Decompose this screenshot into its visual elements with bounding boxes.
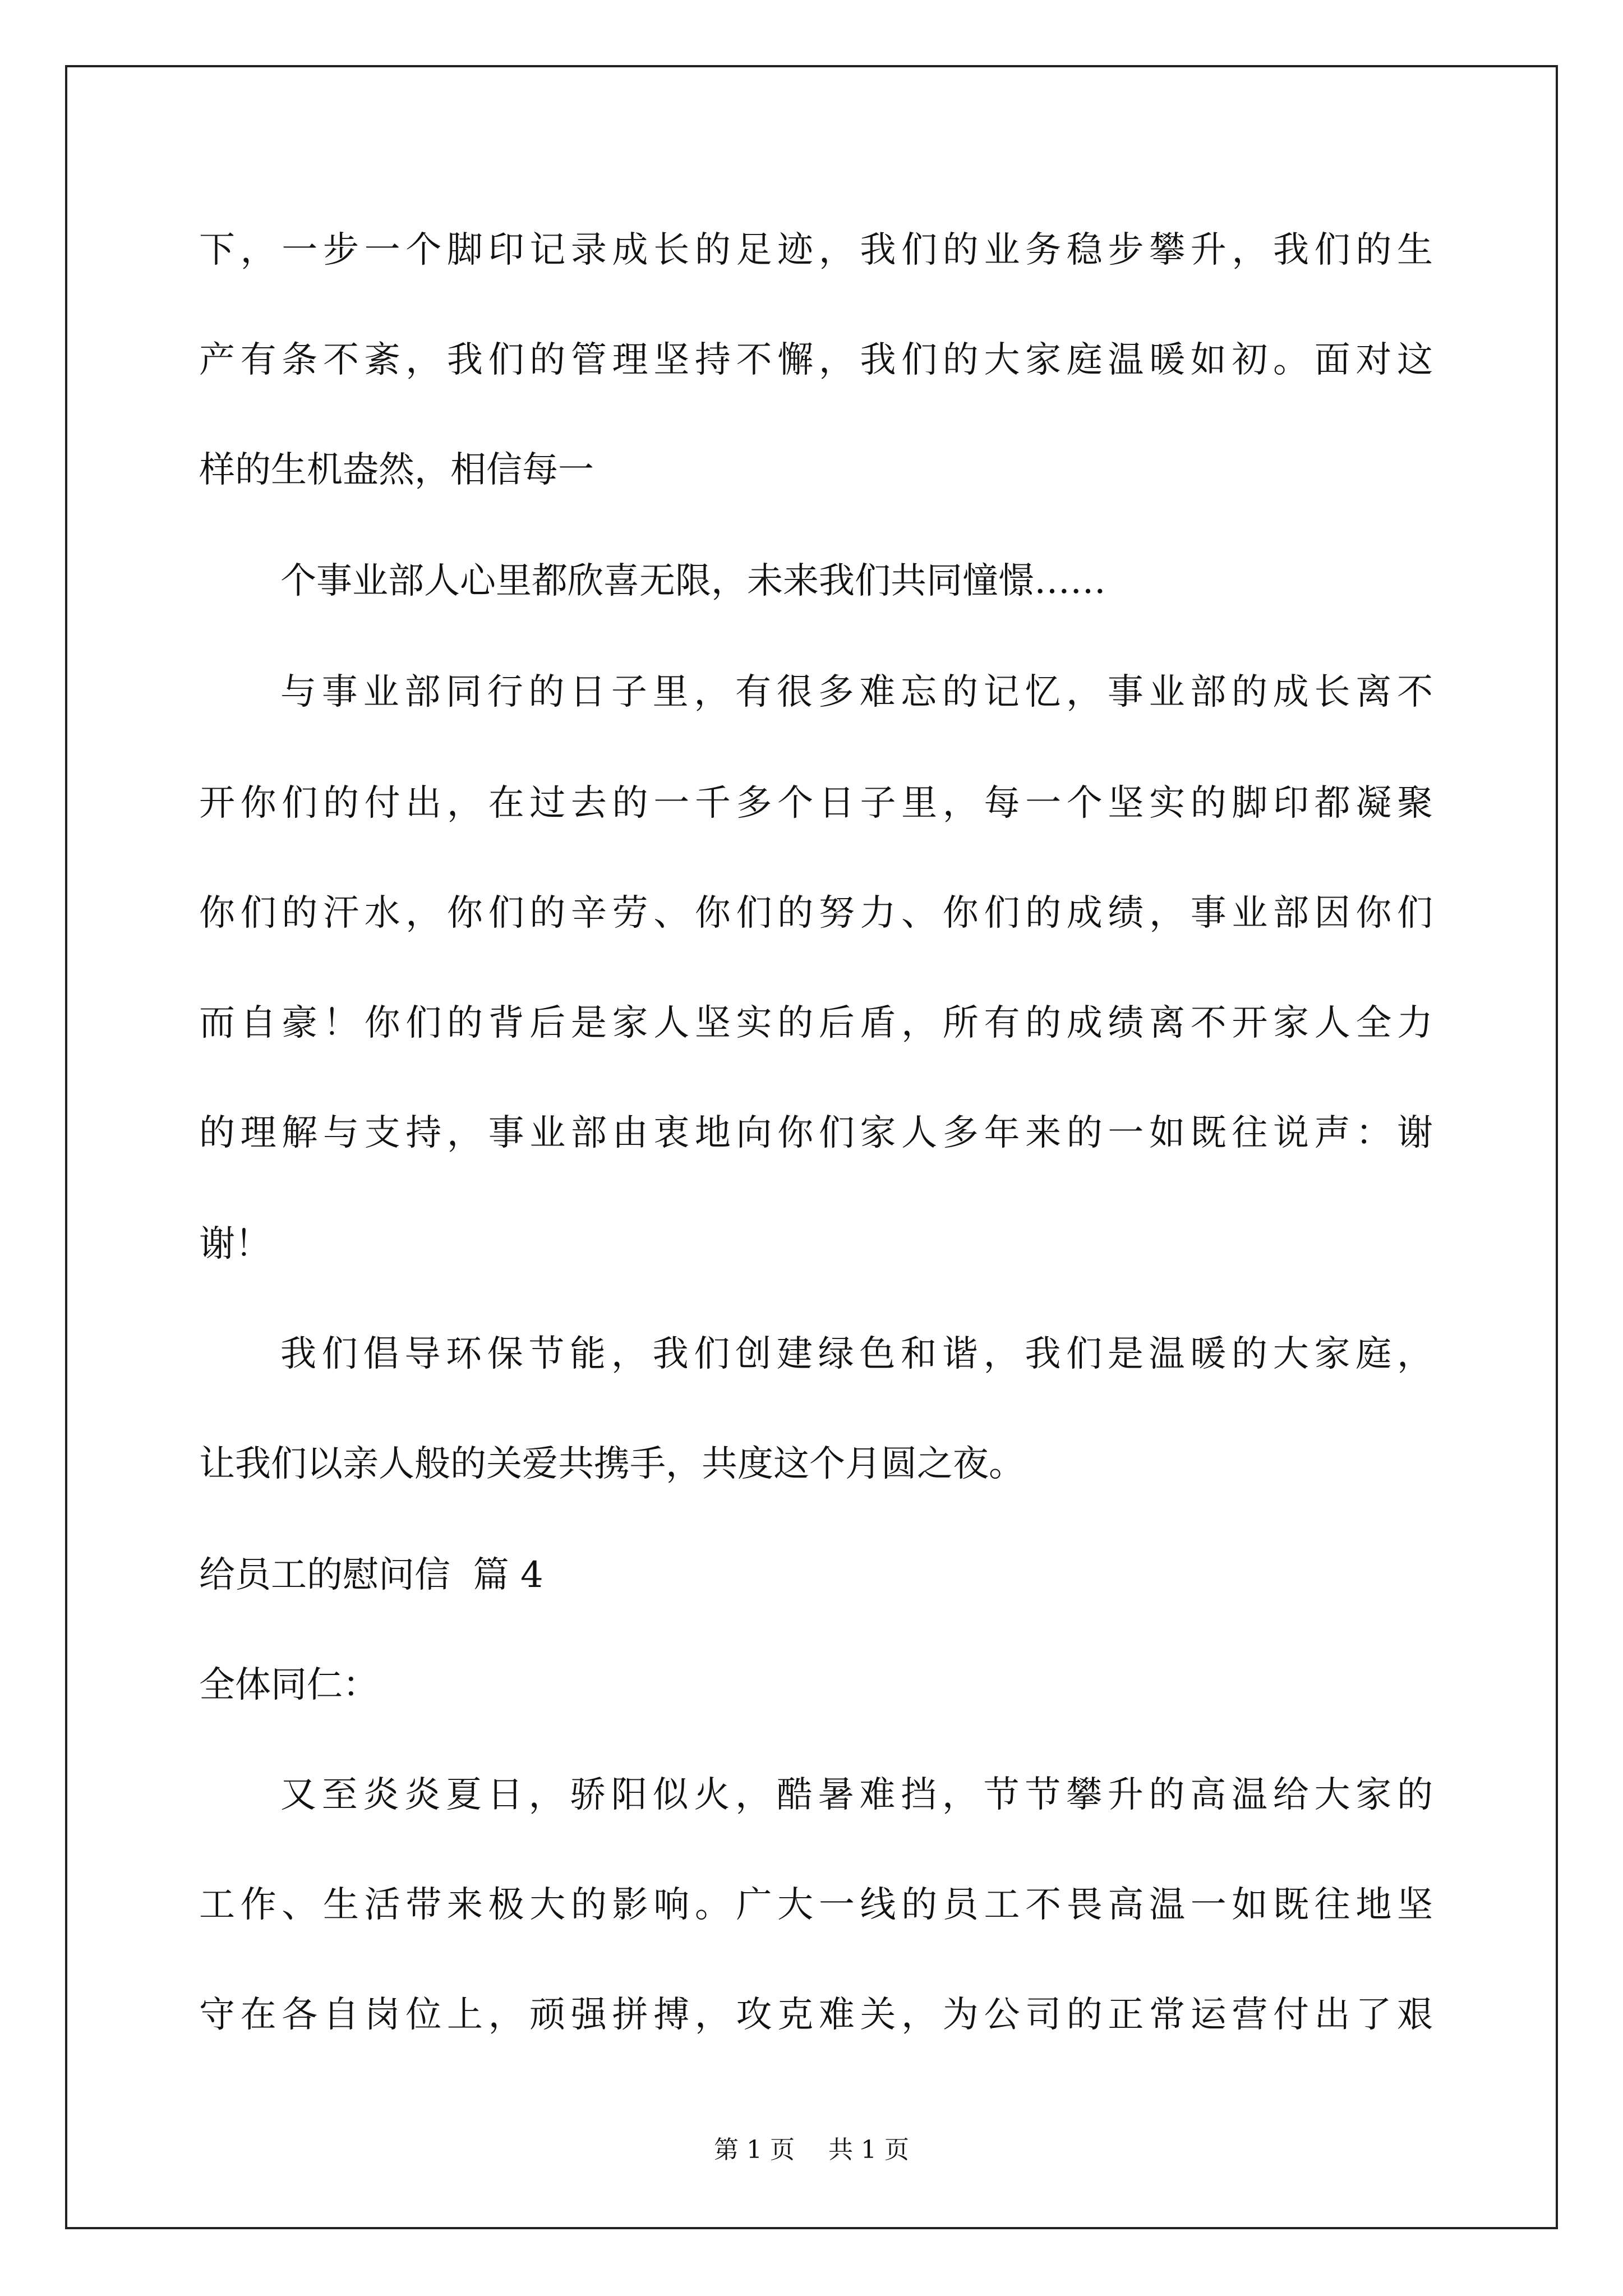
- body-line-17: 守在各自岗位上，顽强拼搏，攻克难关，为公司的正常运营付出了艰: [199, 1994, 1433, 2036]
- body-line-7: 你们的汗水，你们的辛劳、你们的努力、你们的成绩，事业部因你们: [199, 892, 1433, 934]
- body-line-4: 个事业部人心里都欣喜无限，未来我们共同憧憬……: [280, 560, 1106, 602]
- body-line-16: 工作、生活带来极大的影响。广大一线的员工不畏高温一如既往地坚: [199, 1884, 1433, 1926]
- body-line-6: 开你们的付出，在过去的一千多个日子里，每一个坚实的脚印都凝聚: [199, 783, 1433, 824]
- body-line-1: 下，一步一个脚印记录成长的足迹，我们的业务稳步攀升，我们的生: [199, 229, 1433, 271]
- page-number: 第 1 页: [714, 2136, 795, 2164]
- page-footer: [0, 2134, 1623, 2166]
- page-total: 共 1 页: [828, 2136, 909, 2164]
- section-heading: 给员工的慰问信 篇 4: [199, 1554, 543, 1596]
- body-line-2: 产有条不紊，我们的管理坚持不懈，我们的大家庭温暖如初。面对这: [199, 339, 1433, 381]
- body-line-3: 样的生机盎然，相信每一: [199, 449, 594, 491]
- salutation: 全体同仁：: [199, 1664, 379, 1706]
- body-line-11: 我们倡导环保节能，我们创建绿色和谐，我们是温暖的大家庭，: [280, 1333, 1433, 1375]
- body-line-5: 与事业部同行的日子里，有很多难忘的记忆，事业部的成长离不: [280, 671, 1433, 713]
- body-line-12: 让我们以亲人般的关爱共携手，共度这个月圆之夜。: [199, 1443, 1025, 1485]
- body-line-15: 又至炎炎夏日，骄阳似火，酷暑难挡，节节攀升的高温给大家的: [280, 1774, 1433, 1816]
- body-line-10: 谢！: [199, 1223, 271, 1265]
- body-line-8: 而自豪！你们的背后是家人坚实的后盾，所有的成绩离不开家人全力: [199, 1002, 1433, 1044]
- body-line-9: 的理解与支持，事业部由衷地向你们家人多年来的一如既往说声：谢: [199, 1112, 1433, 1154]
